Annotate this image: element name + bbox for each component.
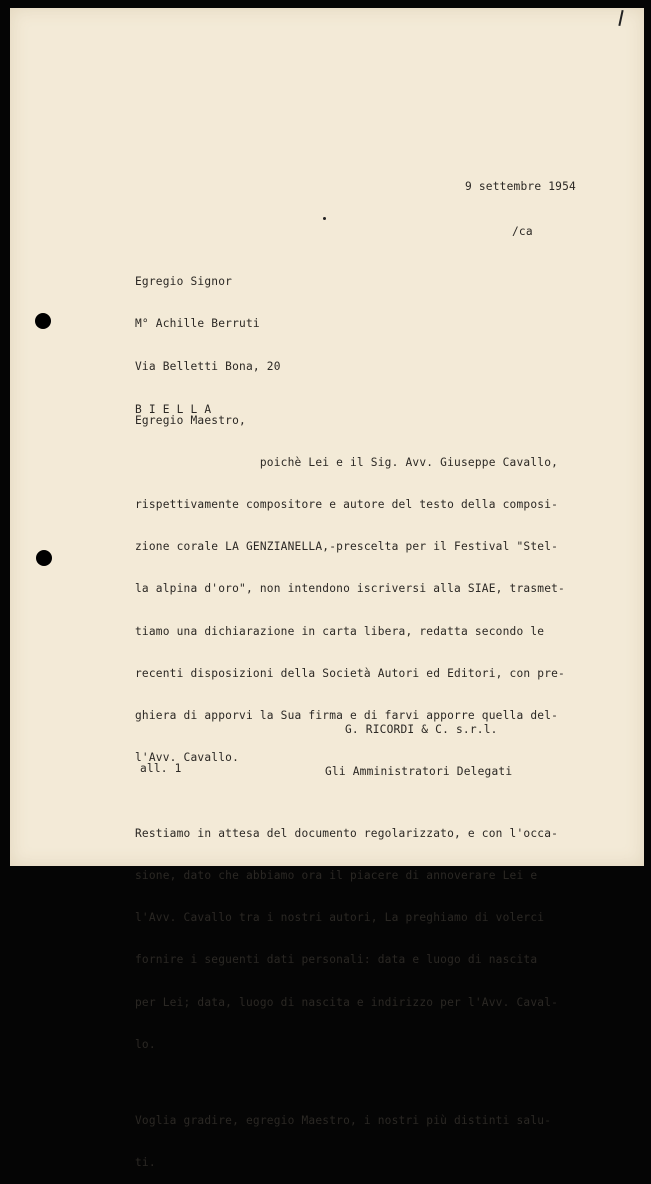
punch-hole-top <box>35 313 51 329</box>
salutation: Egregio Maestro, <box>135 413 246 427</box>
body-line: Restiamo in attesa del documento regolarizzato, e con l'occa- <box>135 826 559 840</box>
ink-dot <box>323 217 326 220</box>
punch-hole-bottom <box>36 550 52 566</box>
body-line: la alpina d'oro", non intendono iscriversi alla SIAE, trasmet- <box>135 582 565 596</box>
recipient-line: B I E L L A <box>135 402 212 416</box>
recipient-line: Via Belletti Bona, 20 <box>135 360 281 374</box>
body-line: recenti disposizioni della Società Autori ed Editori, con pre- <box>135 666 565 680</box>
body-line: ghiera di apporvi la Sua firma e di farvi apporre quella del- <box>135 708 559 722</box>
enclosure-note: all. 1 <box>140 762 182 775</box>
body-line: l'Avv. Cavallo tra i nostri autori, La preghiamo di volerci <box>135 911 545 925</box>
recipient-line: Egregio Signor <box>135 274 233 288</box>
body-line: sione, dato che abbiamo ora il piacere di annoverare Lei e <box>135 869 538 883</box>
letter-date: 9 settembre 1954 <box>465 180 576 193</box>
body-line: per Lei; data, luogo di nascita e indirizzo per l'Avv. Caval- <box>135 995 559 1009</box>
body-line: lo. <box>135 1037 156 1051</box>
paragraph-gap <box>135 793 565 799</box>
paragraph-gap <box>135 1080 565 1086</box>
body-line: Voglia gradire, egregio Maestro, i nostri più distinti salu- <box>135 1113 552 1127</box>
body-line: tiamo una dichiarazione in carta libera, redatta secondo le <box>135 624 545 638</box>
body-line: ti. <box>135 1155 156 1169</box>
body-line: l'Avv. Cavallo. <box>135 751 240 765</box>
body-line: rispettivamente compositore e autore del testo della composi- <box>135 497 559 511</box>
reference-code: /ca <box>512 225 533 238</box>
body-line: poichè Lei e il Sig. Avv. Giuseppe Cavallo, <box>135 455 559 469</box>
signatory-title: Gli Amministratori Delegati <box>325 764 513 778</box>
company-name: G. RICORDI & C. s.r.l. <box>345 722 498 736</box>
signature-block <box>325 695 512 793</box>
body-line: zione corale LA GENZIANELLA,-prescelta per il Festival "Stel- <box>135 540 559 554</box>
recipient-line: M° Achille Berruti <box>135 317 260 331</box>
body-line: fornire i seguenti dati personali: data e luogo di nascita <box>135 953 538 967</box>
